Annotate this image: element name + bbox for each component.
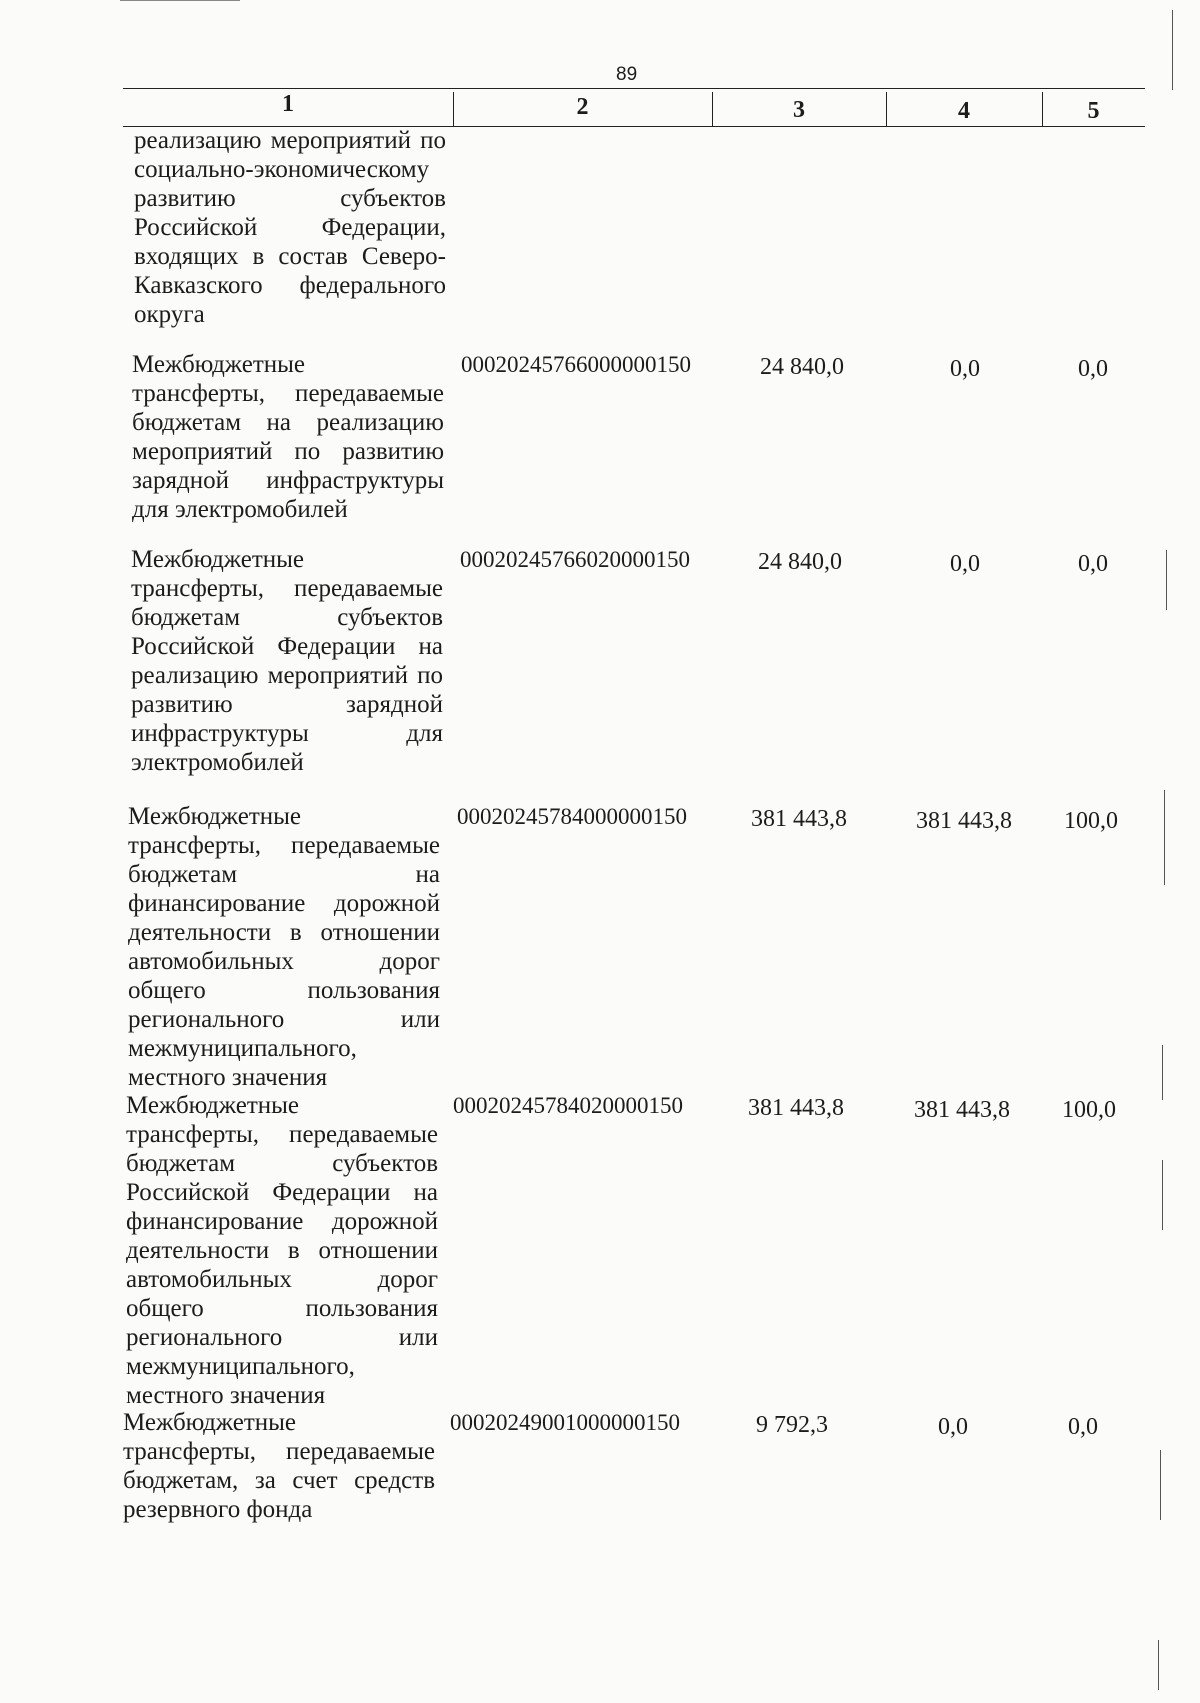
row-col4: 0,0 — [950, 551, 980, 577]
table-header-top-border — [123, 88, 1145, 89]
row-code: 00020245766020000150 — [460, 547, 690, 572]
header-col-1: 1 — [282, 91, 294, 117]
row-col3: 24 840,0 — [758, 549, 842, 575]
row-code: 00020249001000000150 — [450, 1410, 680, 1435]
row-code: 00020245784020000150 — [453, 1093, 683, 1118]
row-col4: 381 443,8 — [916, 808, 1012, 834]
header-col-5: 5 — [1087, 98, 1100, 124]
scan-artifact — [1158, 1640, 1159, 1690]
scan-artifact — [1162, 1045, 1163, 1100]
row-code: 00020245784000000150 — [457, 804, 687, 829]
scan-artifact — [1162, 1160, 1163, 1230]
row-col4: 0,0 — [938, 1414, 968, 1440]
scan-artifact — [1166, 550, 1167, 610]
header-col-3: 3 — [793, 97, 805, 123]
header-col-4: 4 — [958, 98, 970, 124]
row-col3: 24 840,0 — [760, 354, 844, 380]
row-col4: 381 443,8 — [914, 1097, 1010, 1123]
row-col5: 0,0 — [1078, 356, 1108, 382]
row-code: 00020245766000000150 — [461, 352, 691, 377]
row-col5: 100,0 — [1062, 1097, 1116, 1123]
row-name: Межбюджетные трансферты, передаваемые бюджетам субъектов Российской Федерации на финансирование дорожной деятельности в отношении автомобильных дорог общего пользования регионального или межмуниципального, местного значения — [126, 1092, 438, 1409]
scan-artifact — [120, 0, 240, 1]
row-name: Межбюджетные трансферты, передаваемые бюджетам, за счет средств резервного фонда — [123, 1409, 435, 1523]
row-col3: 9 792,3 — [756, 1412, 828, 1438]
header-col-2: 2 — [576, 94, 589, 120]
row-name: Межбюджетные трансферты, передаваемые бюджетам субъектов Российской Федерации на реализацию мероприятий по развитию зарядной инфраструктуры для электромобилей — [131, 546, 443, 776]
page-number: 89 — [616, 64, 638, 85]
row-name: реализацию мероприятий по социально-экономическому развитию субъектов Российской Федерации, входящих в состав Северо-Кавказского федерального округа — [134, 127, 446, 328]
scan-artifact — [1172, 10, 1173, 90]
row-col3: 381 443,8 — [748, 1095, 844, 1121]
row-col5: 0,0 — [1068, 1414, 1098, 1440]
row-col3: 381 443,8 — [751, 806, 847, 832]
row-col4: 0,0 — [950, 356, 980, 382]
row-col5: 0,0 — [1078, 551, 1108, 577]
row-name: Межбюджетные трансферты, передаваемые бюджетам на финансирование дорожной деятельности в отношении автомобильных дорог общего пользования регионального или межмуниципального, местного значения — [128, 803, 440, 1091]
scan-artifact — [1160, 1450, 1161, 1520]
row-name: Межбюджетные трансферты, передаваемые бюджетам на реализацию мероприятий по развитию зарядной инфраструктуры для электромобилей — [132, 351, 444, 523]
scan-artifact — [1164, 790, 1165, 885]
row-col5: 100,0 — [1064, 808, 1118, 834]
